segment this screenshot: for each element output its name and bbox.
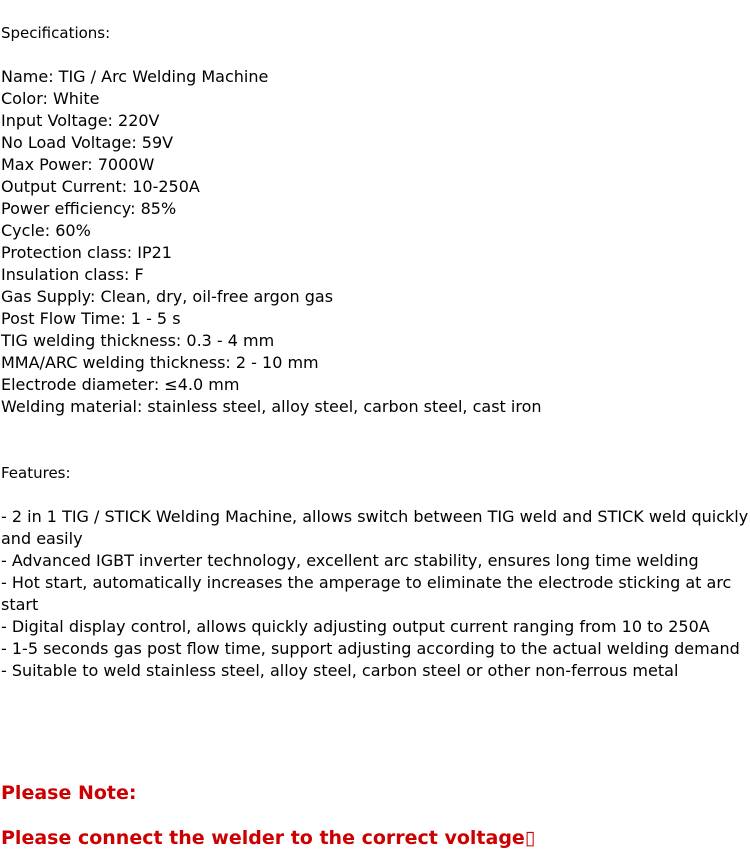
feature-item: - 2 in 1 TIG / STICK Welding Machine, allows switch between TIG weld and STICK weld quickly and easily bbox=[1, 507, 749, 548]
spec-cycle: Cycle: 60% bbox=[1, 221, 91, 240]
note-title: Please Note: bbox=[1, 782, 137, 804]
spec-output-current: Output Current: 10-250A bbox=[1, 177, 200, 196]
spec-gas-supply: Gas Supply: Clean, dry, oil-free argon gas bbox=[1, 287, 334, 306]
spec-name: Name: TIG / Arc Welding Machine bbox=[1, 67, 269, 86]
feature-item: - Hot start, automatically increases the amperage to eliminate the electrode sticking at arc start bbox=[1, 573, 732, 614]
spec-welding-material: Welding material: stainless steel, alloy steel, carbon steel, cast iron bbox=[1, 397, 542, 416]
spec-power-efficiency: Power efficiency: 85% bbox=[1, 199, 177, 218]
spacer bbox=[1, 418, 750, 440]
spec-mma-thickness: MMA/ARC welding thickness: 2 - 10 mm bbox=[1, 353, 319, 372]
spacer bbox=[1, 484, 750, 506]
spec-max-power: Max Power: 7000W bbox=[1, 155, 155, 174]
spec-input-voltage: Input Voltage: 220V bbox=[1, 111, 160, 130]
spacer bbox=[1, 44, 750, 66]
features-heading: Features: bbox=[1, 464, 71, 482]
spec-protection-class: Protection class: IP21 bbox=[1, 243, 172, 262]
spec-tig-thickness: TIG welding thickness: 0.3 - 4 mm bbox=[1, 331, 275, 350]
spec-no-load-voltage: No Load Voltage: 59V bbox=[1, 133, 174, 152]
specifications-list bbox=[1, 66, 750, 418]
note-text: Please connect the welder to the correct voltage▯ bbox=[1, 827, 536, 849]
spec-electrode-diameter: Electrode diameter: ≤4.0 mm bbox=[1, 375, 240, 394]
features-list bbox=[1, 506, 750, 682]
feature-item: - Advanced IGBT inverter technology, excellent arc stability, ensures long time welding bbox=[1, 551, 699, 570]
product-description bbox=[1, 22, 750, 682]
feature-item: - Suitable to weld stainless steel, alloy steel, carbon steel or other non-ferrous metal bbox=[1, 661, 679, 680]
spec-post-flow-time: Post Flow Time: 1 - 5 s bbox=[1, 309, 181, 328]
spec-insulation-class: Insulation class: F bbox=[1, 265, 144, 284]
feature-item: - 1-5 seconds gas post flow time, support adjusting according to the actual welding demand bbox=[1, 639, 740, 658]
spacer bbox=[1, 440, 750, 462]
specifications-heading: Specifications: bbox=[1, 24, 111, 42]
feature-item: - Digital display control, allows quickly adjusting output current ranging from 10 to 250A bbox=[1, 617, 710, 636]
spec-color: Color: White bbox=[1, 89, 100, 108]
